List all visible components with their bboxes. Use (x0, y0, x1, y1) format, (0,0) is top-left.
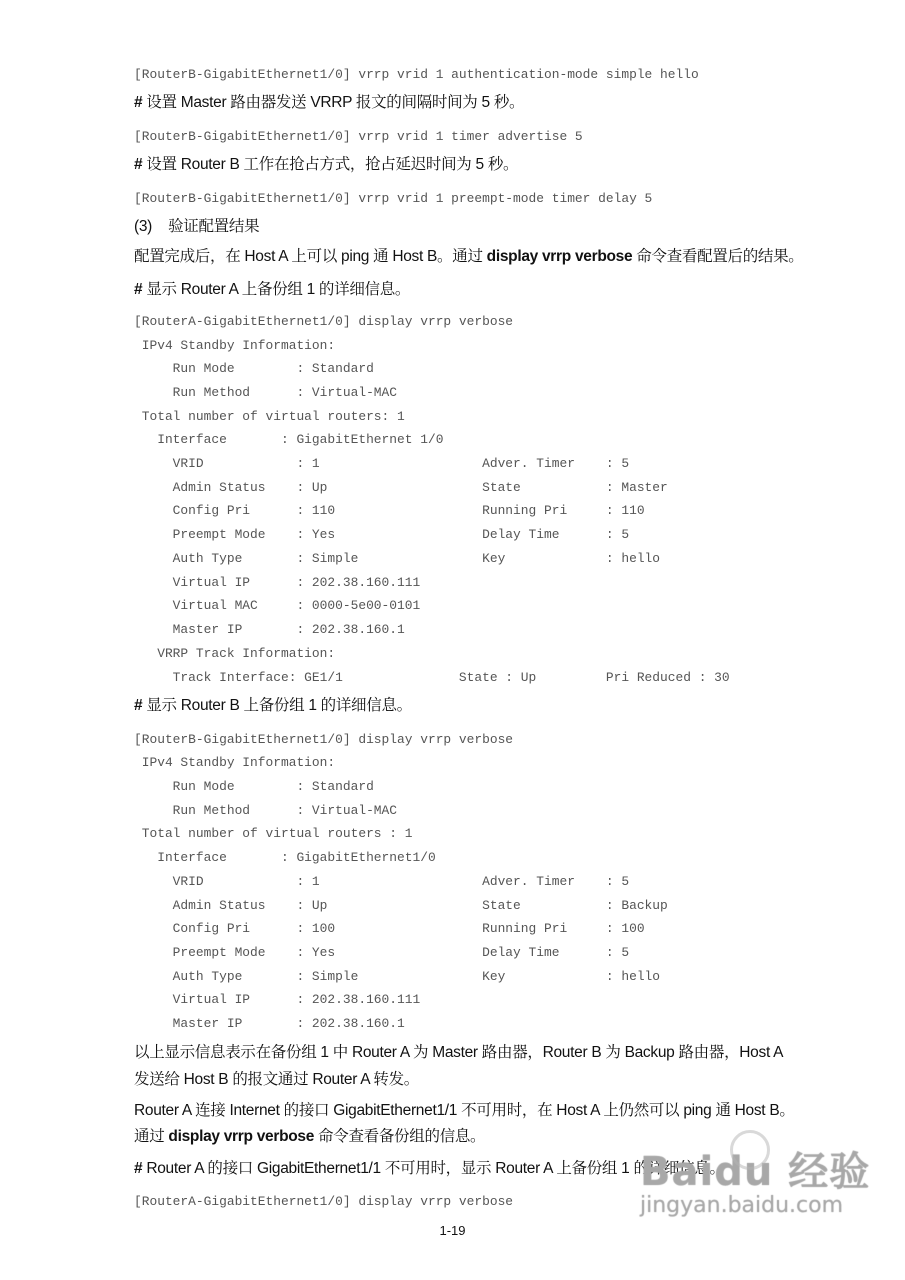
code-line: Preempt Mode : Yes Delay Time : 5 (134, 527, 630, 542)
code-line: Auth Type : Simple Key : hello (134, 969, 661, 984)
code-line: VRID : 1 Adver. Timer : 5 (134, 456, 630, 471)
code-line: Interface : GigabitEthernet1/0 (134, 850, 436, 865)
code-line: VRID : 1 Adver. Timer : 5 (134, 874, 630, 889)
code-line: [RouterA-GigabitEthernet1/0] display vrrp verbose (134, 314, 514, 329)
code-line: Run Method : Virtual-MAC (134, 385, 398, 400)
text-segment: 显示 Router A 上备份组 1 的详细信息。 (146, 281, 411, 298)
code-line: VRRP Track Information: (134, 646, 336, 661)
code-line: Total number of virtual routers : 1 (134, 826, 413, 841)
text-line (134, 155, 518, 175)
bold-text: display vrrp verbose (486, 248, 633, 265)
code-line: IPv4 Standby Information: (134, 755, 336, 770)
text-segment: 命令查看备份组的信息。 (314, 1128, 486, 1145)
code-line: Config Pri : 110 Running Pri : 110 (134, 503, 645, 518)
bold-text: display vrrp verbose (168, 1128, 315, 1145)
code-line: IPv4 Standby Information: (134, 338, 336, 353)
text-line (134, 1070, 419, 1090)
text-segment: 通过 (134, 1128, 169, 1145)
bold-text: # (134, 697, 147, 714)
text-segment: Router A 的接口 GigabitEthernet1/1 不可用时，显示 Router A 上备份组 1 的详细信息。 (146, 1160, 725, 1177)
text-segment: 发送给 Host B 的报文通过 Router A 转发。 (134, 1071, 419, 1088)
code-line: [RouterB-GigabitEthernet1/0] vrrp vrid 1 preempt-mode timer delay 5 (134, 191, 653, 206)
text-line (134, 247, 804, 267)
baidu-watermark-logo (640, 1140, 880, 1218)
text-segment: (3) 验证配置结果 (134, 218, 260, 235)
code-line: Total number of virtual routers: 1 (134, 409, 405, 424)
page-number: 1-19 (439, 1223, 466, 1238)
watermark-url: jingyan.baidu.com (640, 1193, 844, 1218)
text-segment: 以上显示信息表示在备份组 1 中 Router A 为 Master 路由器，Router B 为 Backup 路由器，Host A (134, 1044, 784, 1061)
code-line: Master IP : 202.38.160.1 (134, 1016, 405, 1031)
text-line (134, 1159, 725, 1179)
text-line (134, 696, 412, 716)
text-line (134, 217, 259, 237)
code-line: Master IP : 202.38.160.1 (134, 622, 405, 637)
code-line: Virtual IP : 202.38.160.111 (134, 992, 421, 1007)
bold-text: # (134, 1160, 147, 1177)
bold-text: # (134, 94, 147, 111)
code-line: Admin Status : Up State : Master (134, 480, 668, 495)
code-line: [RouterB-GigabitEthernet1/0] vrrp vrid 1 timer advertise 5 (134, 129, 583, 144)
code-line: Config Pri : 100 Running Pri : 100 (134, 921, 645, 936)
code-line: Preempt Mode : Yes Delay Time : 5 (134, 945, 630, 960)
code-line: Virtual IP : 202.38.160.111 (134, 575, 421, 590)
text-segment: 配置完成后，在 Host A 上可以 ping 通 Host B。通过 (134, 248, 487, 265)
code-line: Interface : GigabitEthernet 1/0 (134, 432, 444, 447)
paw-icon (730, 1130, 770, 1170)
code-line: [RouterB-GigabitEthernet1/0] vrrp vrid 1 authentication-mode simple hello (134, 67, 699, 82)
text-line (134, 93, 524, 113)
text-segment: Router A 连接 Internet 的接口 GigabitEthernet1/1 不可用时，在 Host A 上仍然可以 ping 通 Host B。 (134, 1102, 795, 1119)
code-line: Run Mode : Standard (134, 361, 374, 376)
bold-text: # (134, 281, 147, 298)
text-segment: 设置 Router B 工作在抢占方式，抢占延迟时间为 5 秒。 (146, 156, 519, 173)
text-segment: 命令查看配置后的结果。 (632, 248, 804, 265)
text-segment: 显示 Router B 上备份组 1 的详细信息。 (146, 697, 412, 714)
text-line (134, 1043, 783, 1063)
code-line: Run Method : Virtual-MAC (134, 803, 398, 818)
text-line (134, 1127, 485, 1147)
watermark-logo-text: Baidu 经验 (640, 1149, 871, 1195)
code-line: Run Mode : Standard (134, 779, 374, 794)
code-line: [RouterB-GigabitEthernet1/0] display vrrp verbose (134, 732, 514, 747)
code-line: Track Interface: GE1/1 State : Up Pri Reduced : 30 (134, 670, 730, 685)
bold-text: # (134, 156, 147, 173)
text-line (134, 1101, 795, 1121)
code-line: Admin Status : Up State : Backup (134, 898, 668, 913)
code-line: Auth Type : Simple Key : hello (134, 551, 661, 566)
code-line: [RouterA-GigabitEthernet1/0] display vrrp verbose (134, 1194, 514, 1209)
text-segment: 设置 Master 路由器发送 VRRP 报文的间隔时间为 5 秒。 (146, 94, 525, 111)
text-line (134, 280, 410, 300)
code-line: Virtual MAC : 0000-5e00-0101 (134, 598, 421, 613)
